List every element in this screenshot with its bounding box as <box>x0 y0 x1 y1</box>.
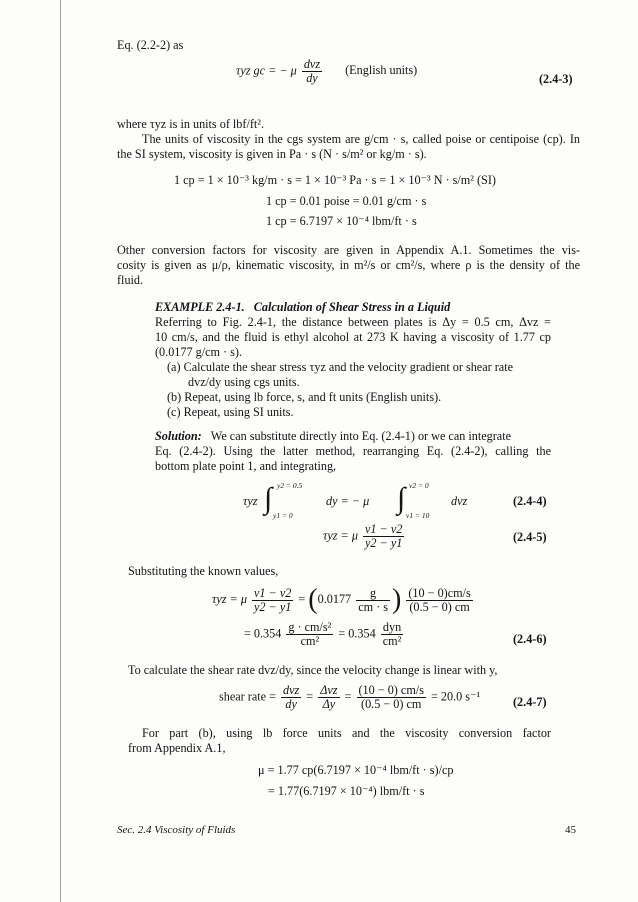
eq-243-note: (English units) <box>345 63 418 78</box>
eq-246a-num1: v1 − v2 <box>254 585 292 600</box>
eq-246a-fraction-3 <box>406 587 472 614</box>
eq-247-label: (2.4-7) <box>513 695 547 709</box>
example-number: EXAMPLE 2.4-1. <box>155 300 245 314</box>
eq-244-rhs: dvz <box>451 494 468 508</box>
eq-247-eq1: = <box>306 689 314 704</box>
example-heading: Calculation of Shear Stress in a Liquid <box>253 300 451 314</box>
equation-2-4-5 <box>323 523 406 550</box>
eq-244-lhs: τyz <box>243 494 258 508</box>
eq-243-lhs: τyz gc = − μ <box>236 63 297 78</box>
part-b-intro-line-1: For part (b), using lb force units and the viscosity conversion factor <box>142 726 551 740</box>
solution-line-3: bottom plate point 1, and integrating, <box>155 459 337 473</box>
solution-text-1: We can substitute directly into Eq. (2.4-1) or we can integrate <box>210 429 512 443</box>
eq-246b-num2: dyn <box>381 621 404 635</box>
where-line: where τyz is in units of lbf/ft². <box>117 117 264 131</box>
eq-246a-lhs: τyz = μ <box>212 591 247 606</box>
eq-243-numerator: dvz <box>303 57 321 71</box>
eq-244-label: (2.4-4) <box>513 494 547 508</box>
eq-245-numerator: v1 − v2 <box>365 522 403 536</box>
integral-sign-2: ∫ <box>397 482 406 515</box>
para-cgs-line-2: the SI system, viscosity is given in Pa · s (N · s/m² or kg/m · s). <box>117 147 427 161</box>
left-paren: ( <box>308 584 318 615</box>
eq-246b-den2: cm² <box>382 634 402 648</box>
eq-244-int2-lower: v1 = 10 <box>406 511 430 520</box>
eq-244-int1-lower: y1 = 0 <box>273 511 293 520</box>
eq-247-num1: dvz <box>283 683 300 697</box>
eq-246a-fraction-1 <box>252 587 293 614</box>
part-a-line-1: (a) Calculate the shear stress τyz and the velocity gradient or shear rate <box>167 360 513 374</box>
eq-246-label: (2.4-6) <box>513 632 547 646</box>
eq-246b-pre: = 0.354 <box>244 626 282 641</box>
eq-246a-equals: = <box>298 591 306 606</box>
para-other-line-2: cosity is given as μ/ρ, kinematic viscosity, in m²/s or cm²/s, where ρ is the density of the <box>117 258 580 272</box>
eq-246a-den1: y2 − y1 <box>254 599 292 614</box>
mu-line-1: μ = 1.77 cp(6.7197 × 10⁻⁴ lbm/ft · s)/cp <box>258 763 454 777</box>
eq-246a-den2: cm · s <box>358 599 388 614</box>
example-body-line-3: (0.0177 g/cm · s). <box>155 345 242 359</box>
page-number: 45 <box>565 824 576 836</box>
equation-2-4-4 <box>243 481 488 521</box>
eq-245-denominator: y2 − y1 <box>365 536 403 550</box>
eq-247-fraction-1 <box>281 684 301 711</box>
para-cgs-line-1: The units of viscosity in the cgs system are g/cm · s, called poise or centipoise (cp). In <box>142 132 580 146</box>
eq-247-fraction-3 <box>357 684 426 711</box>
substituting-line: Substituting the known values, <box>128 564 279 578</box>
eq-244-mid: dy = − μ <box>326 494 370 508</box>
eq-244-int1-upper: y2 = 0.5 <box>277 481 303 490</box>
equation-2-4-7 <box>219 684 480 711</box>
eq-247-num2: Δvz <box>320 683 338 697</box>
equation-2-4-6-b <box>244 621 405 648</box>
eq-246b-fraction-1 <box>286 621 333 648</box>
part-c-line: (c) Repeat, using SI units. <box>167 405 294 419</box>
binding-margin-line <box>60 0 61 902</box>
eq-246b-num1: g · cm/s² <box>288 620 332 634</box>
example-body-line-2: 10 cm/s, and the fluid is ethyl alcohol at 273 K having a viscosity of 1.77 cp <box>155 330 551 344</box>
equation-2-4-6-a <box>212 584 475 616</box>
para-other-line-3: fluid. <box>117 273 144 287</box>
eq-246a-fraction-2 <box>356 587 390 614</box>
eq-247-eq2: = <box>344 689 352 704</box>
eq-246b-fraction-2 <box>381 621 404 648</box>
example-body-line-1: Referring to Fig. 2.4-1, the distance between plates is Δy = 0.5 cm, Δvz = <box>155 315 551 329</box>
conversion-line-1: 1 cp = 1 × 10⁻³ kg/m · s = 1 × 10⁻³ Pa · s = 1 × 10⁻³ N · s/m² (SI) <box>174 173 496 187</box>
eq-243-label: (2.4-3) <box>539 72 573 86</box>
eq-247-den1: dy <box>285 697 297 711</box>
solution-line-1 <box>155 429 511 443</box>
integral-sign-1: ∫ <box>264 482 273 515</box>
eq-245-fraction <box>363 523 404 550</box>
eq-246a-coef: 0.0177 <box>317 591 352 606</box>
conversion-line-3: 1 cp = 6.7197 × 10⁻⁴ lbm/ft · s <box>266 214 417 228</box>
eq-247-den3: (0.5 − 0) cm <box>361 697 422 711</box>
footer-section: Sec. 2.4 Viscosity of Fluids <box>117 824 236 836</box>
right-paren: ) <box>391 584 402 615</box>
intro-line: Eq. (2.2-2) as <box>117 38 184 52</box>
part-b-intro-line-2: from Appendix A.1, <box>128 741 226 755</box>
eq-245-label: (2.4-5) <box>513 530 547 544</box>
eq-247-fraction-2 <box>318 684 339 711</box>
equation-2-4-3 <box>236 58 417 85</box>
eq-246a-num3: (10 − 0)cm/s <box>408 585 471 600</box>
eq-247-rhs: = 20.0 s⁻¹ <box>430 689 481 704</box>
eq-244-int2-upper: v2 = 0 <box>409 481 429 490</box>
eq-246a-den3: (0.5 − 0) cm <box>409 599 470 614</box>
eq-243-denominator: dy <box>306 71 318 85</box>
solution-line-2: Eq. (2.4-2). Using the latter method, rearranging Eq. (2.4-2), calling the <box>155 444 551 458</box>
eq-247-den2: Δy <box>322 697 336 711</box>
example-title <box>155 300 450 314</box>
para-other-line-1: Other conversion factors for viscosity are given in Appendix A.1. Sometimes the vis- <box>117 243 580 257</box>
eq-245-lhs: τyz = μ <box>323 528 358 543</box>
part-b-line: (b) Repeat, using lb force, s, and ft units (English units). <box>167 390 442 404</box>
mu-line-2: = 1.77(6.7197 × 10⁻⁴) lbm/ft · s <box>268 784 425 798</box>
eq-246b-mid: = 0.354 <box>338 626 376 641</box>
solution-label: Solution: <box>155 429 202 443</box>
eq-243-fraction <box>302 58 322 85</box>
part-a-line-2: dvz/dy using cgs units. <box>188 375 300 389</box>
eq-247-lhs: shear rate = <box>219 689 276 704</box>
eq-246b-den1: cm² <box>300 634 320 648</box>
shear-rate-intro: To calculate the shear rate dvz/dy, since the velocity change is linear with y, <box>128 663 498 677</box>
eq-247-num3: (10 − 0) cm/s <box>358 683 424 697</box>
conversion-line-2: 1 cp = 0.01 poise = 0.01 g/cm · s <box>266 194 427 208</box>
eq-246a-num2: g <box>356 587 390 601</box>
